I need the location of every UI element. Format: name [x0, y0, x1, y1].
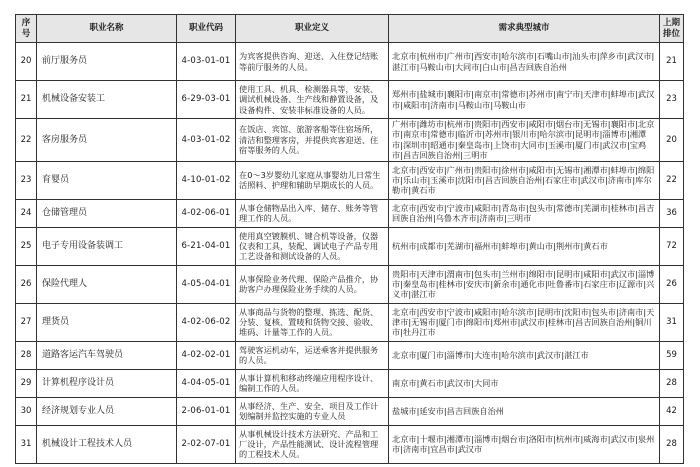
occupation-name: 育婴员 — [37, 161, 177, 199]
previous-rank: 72 — [660, 227, 684, 265]
occupation-name: 机械设备安装工 — [37, 81, 177, 119]
occupation-definition: 在0～3岁婴幼儿家庭从事婴幼儿日常生活照料、护理和辅助早期成长的人员。 — [236, 161, 389, 199]
previous-rank: 28 — [660, 425, 684, 463]
table-row — [16, 81, 684, 119]
row-number: 28 — [16, 341, 37, 369]
occupation-code: 2-02-07-01 — [177, 425, 236, 463]
row-number: 29 — [16, 369, 37, 397]
table-row — [16, 43, 684, 81]
occupation-code: 4-10-01-02 — [177, 161, 236, 199]
occupation-definition: 从事商品与货物的整理、拣选、配货、分装、复核、置唛和货物交接、验收、堆码、计量等工作的人员。 — [236, 303, 389, 341]
occupation-definition: 驾驶客运机动车，运送乘客并提供服务的人员。 — [236, 341, 389, 369]
row-number: 27 — [16, 303, 37, 341]
row-number: 30 — [16, 397, 37, 425]
demand-cities: 广州市|潍坊市|杭州市|贵阳市|西安市|咸阳市|烟台市|无锡市|襄阳市|北京市|南京市|常德市|临沂市|苏州市|银川市|哈尔滨市|昆明市|淄博市|湘潭市|深圳市|昭通市|秦皇岛市|上饶市|大同市|玉溪市|厦门市|武汉市|宝鸡市|昌吉回族自治州|三明市 — [389, 119, 660, 162]
table-row — [16, 369, 684, 397]
occupation-name: 前厅服务员 — [37, 43, 177, 81]
previous-rank: 36 — [660, 199, 684, 227]
demand-cities: 杭州市|成都市|芜湖市|福州市|蚌埠市|黄山市|荆州市|黄石市 — [389, 227, 660, 265]
demand-cities: 北京市|厦门市|淄博市|大连市|哈尔滨市|武汉市|湛江市 — [389, 341, 660, 369]
occupation-code: 4-03-01-01 — [177, 43, 236, 81]
demand-cities: 贵阳市|天津市|渭南市|包头市|兰州市|绵阳市|昆明市|咸阳市|武汉市|淄博市|秦皇岛市|桂林市|安庆市|新余市|通化市|吐鲁番市|石家庄市|辽源市|兴义市|湛江市 — [389, 265, 660, 303]
demand-cities: 北京市|西安市|广州市|贵阳市|徐州市|咸阳市|无锡市|湘潭市|蚌埠市|绵阳市|乐山市|玉溪市|沈阳市|昌吉回族自治州|石家庄市|武汉市|济南市|库尔勒市|黄石市 — [389, 161, 660, 199]
demand-cities: 北京市|西安市|宁波市|咸阳市|哈尔滨市|昆明市|沈阳市|包头市|济南市|天津市|无锡市|厦门市|绵阳市|郑州市|武汉市|桂林市|昌吉回族自治州|铜川市|牡丹江市 — [389, 303, 660, 341]
occupation-name: 电子专用设备装调工 — [37, 227, 177, 265]
occupation-name: 机械设计工程技术人员 — [37, 425, 177, 463]
previous-rank: 31 — [660, 303, 684, 341]
occupation-definition: 从事计算机和移动终端应用程序设计、编制工作的人员。 — [236, 369, 389, 397]
table-row — [16, 161, 684, 199]
occupation-definition: 从事保险业务代理、保险产品推介，协助客户办理保险业务手续的人员。 — [236, 265, 389, 303]
table-row — [16, 425, 684, 463]
occupation-definition: 为宾客提供咨询、迎送、入住登记结账等前厅服务的人员。 — [236, 43, 389, 81]
row-number: 25 — [16, 227, 37, 265]
header-def: 职业定义 — [236, 15, 389, 43]
previous-rank: 42 — [660, 397, 684, 425]
occupation-definition: 从事机械设计技术方法研究、产品和工厂设计，产品性能测试、设计流程管理的工程技术人员。 — [236, 425, 389, 463]
occupation-name: 经济规划专业人员 — [37, 397, 177, 425]
occupation-name: 理货员 — [37, 303, 177, 341]
header-num: 序号 — [16, 15, 37, 43]
demand-cities: 郑州市|盐城市|襄阳市|南京市|常德市|苏州市|南宁市|天津市|蚌埠市|武汉市|咸阳市|济南市|马鞍山市|马鞍山市 — [389, 81, 660, 119]
occupation-definition: 从事经济、生产、安全、项目及工作计划编制并监控实施的专业人员 — [236, 397, 389, 425]
previous-rank: 22 — [660, 161, 684, 199]
table-row — [16, 265, 684, 303]
occupation-definition: 使用工具、机具、检测器具等，安装、调试机械设备、生产线和静置设备，及设备构件、安装非标准设备的人员。 — [236, 81, 389, 119]
occupation-code: 4-02-02-01 — [177, 341, 236, 369]
occupation-name: 保险代理人 — [37, 265, 177, 303]
occupation-code: 6-29-03-01 — [177, 81, 236, 119]
occupation-definition: 在饭店、宾馆、旅游客船等住宿场所，清洁和整理客房，并提供宾客迎送、住宿等服务的人员。 — [236, 119, 389, 162]
row-number: 26 — [16, 265, 37, 303]
row-number: 23 — [16, 161, 37, 199]
table-row — [16, 303, 684, 341]
occupation-definition: 使用真空镀膜机、键合机等设备，仪器仪表和工具，装配、调试电子产品专用工艺设备和测试设备的人员。 — [236, 227, 389, 265]
row-number: 22 — [16, 119, 37, 162]
demand-cities: 北京市|十堰市|湘潭市|淄博市|烟台市|洛阳市|杭州市|威海市|武汉市|泉州市|济南市|宜昌市|武汉市 — [389, 425, 660, 463]
occupation-code: 2-06-01-01 — [177, 397, 236, 425]
occupation-name: 道路客运汽车驾驶员 — [37, 341, 177, 369]
demand-cities: 南京市|黄石市|武汉市|大同市 — [389, 369, 660, 397]
row-number: 24 — [16, 199, 37, 227]
occupation-code: 4-02-06-01 — [177, 199, 236, 227]
occupation-code: 4-04-05-01 — [177, 369, 236, 397]
previous-rank: 20 — [660, 119, 684, 162]
table-row — [16, 227, 684, 265]
table-row — [16, 199, 684, 227]
occupation-code: 6-21-04-01 — [177, 227, 236, 265]
previous-rank: 28 — [660, 369, 684, 397]
table-row — [16, 397, 684, 425]
occupation-code: 4-03-01-02 — [177, 119, 236, 162]
table-row — [16, 119, 684, 162]
previous-rank: 26 — [660, 265, 684, 303]
previous-rank: 59 — [660, 341, 684, 369]
previous-rank: 23 — [660, 81, 684, 119]
occupation-name: 仓储管理员 — [37, 199, 177, 227]
demand-cities: 北京市|杭州市|广州市|西安市|哈尔滨市|石嘴山市|汕头市|萍乡市|武汉市|湛江市|马鞍山市|大同市|白山市|昌吉回族自治州 — [389, 43, 660, 81]
occupation-demand-table-container — [15, 14, 684, 464]
demand-cities: 盐城市|延安市|昌吉回族自治州 — [389, 397, 660, 425]
header-code: 职业代码 — [177, 15, 236, 43]
row-number: 21 — [16, 81, 37, 119]
occupation-demand-table — [15, 14, 684, 464]
row-number: 31 — [16, 425, 37, 463]
row-number: 20 — [16, 43, 37, 81]
table-row — [16, 341, 684, 369]
header-name: 职业名称 — [37, 15, 177, 43]
table-body — [16, 43, 684, 464]
occupation-name: 客房服务员 — [37, 119, 177, 162]
table-header-row — [16, 15, 684, 43]
previous-rank: 21 — [660, 43, 684, 81]
occupation-code: 4-02-06-02 — [177, 303, 236, 341]
occupation-definition: 从事仓储物品出入库、储存、账务等管理工作的人员。 — [236, 199, 389, 227]
header-cities: 需求典型城市 — [389, 15, 660, 43]
occupation-name: 计算机程序设计员 — [37, 369, 177, 397]
header-rank: 上期排位 — [660, 15, 684, 43]
occupation-code: 4-05-04-01 — [177, 265, 236, 303]
demand-cities: 北京市|西安市|宁波市|咸阳市|青岛市|包头市|常德市|芜湖市|桂林市|昌吉回族自治州|乌鲁木齐市|济南市|三明市 — [389, 199, 660, 227]
